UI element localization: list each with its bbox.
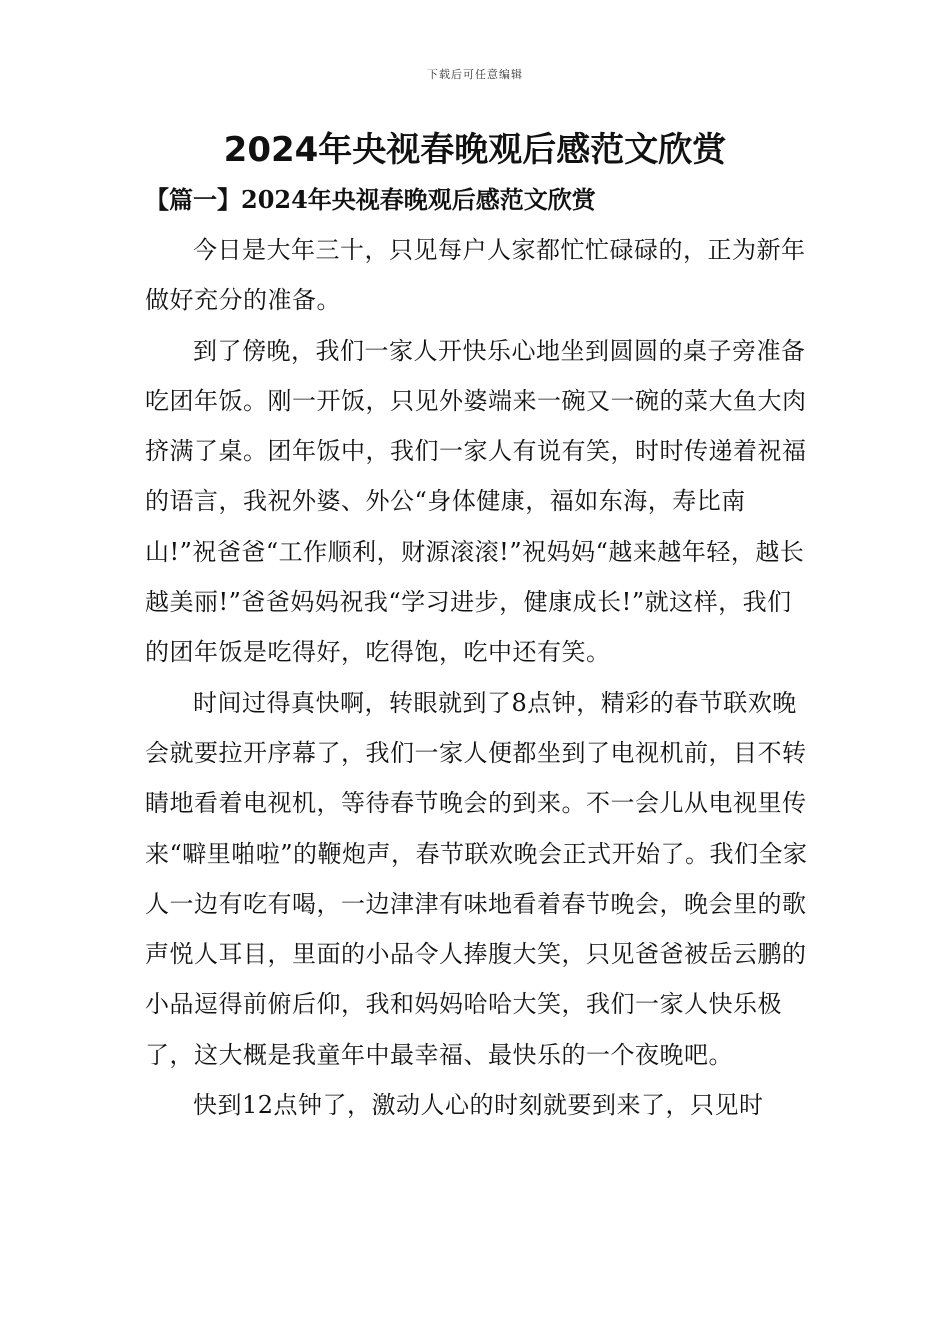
- page-header-note: 下载后可任意编辑: [427, 68, 523, 81]
- section-heading: 【篇一】2024年央视春晚观后感范文欣赏: [145, 185, 596, 214]
- document-title: 2024年央视春晚观后感范文欣赏: [223, 130, 727, 170]
- paragraph-3: 时间过得真快啊，转眼就到了8点钟，精彩的春节联欢晚会就要拉开序幕了，我们一家人便都坐到了电视机前，目不转睛地看着电视机，等待春节晚会的到来。不一会儿从电视里传来“噼里啪啦”的鞭炮声，春节联欢晚会正式开始了。我们全家人一边有吃有喝，一边津津有味地看着春节晚会，晚会里的歌声悦人耳目，里面的小品令人捧腹大笑，只见爸爸被岳云鹏的小品逗得前俯后仰，我和妈妈哈哈大笑，我们一家人快乐极了，这大概是我童年中最幸福、最快乐的一个夜晚吧。: [145, 688, 808, 1069]
- paragraph-2: 到了傍晚，我们一家人开快乐心地坐到圆圆的桌子旁准备吃团年饭。刚一开饭，只见外婆端来一碗又一碗的菜大鱼大肉挤满了桌。团年饭中，我们一家人有说有笑，时时传递着祝福的语言，我祝外婆、外公“身体健康，福如东海，寿比南山!”祝爸爸“工作顺利，财源滚滚!”祝妈妈“越来越年轻，越长越美丽!”爸爸妈妈祝我“学习进步，健康成长!”就这样，我们的团年饭是吃得好，吃得饱，吃中还有笑。: [145, 336, 807, 667]
- paragraph-4: 快到12点钟了，激动人心的时刻就要到来了，只见时: [193, 1091, 764, 1120]
- paragraph-1: 今日是大年三十，只见每户人家都忙忙碌碌的，正为新年做好充分的准备。: [145, 236, 806, 315]
- document-body: [145, 225, 815, 1130]
